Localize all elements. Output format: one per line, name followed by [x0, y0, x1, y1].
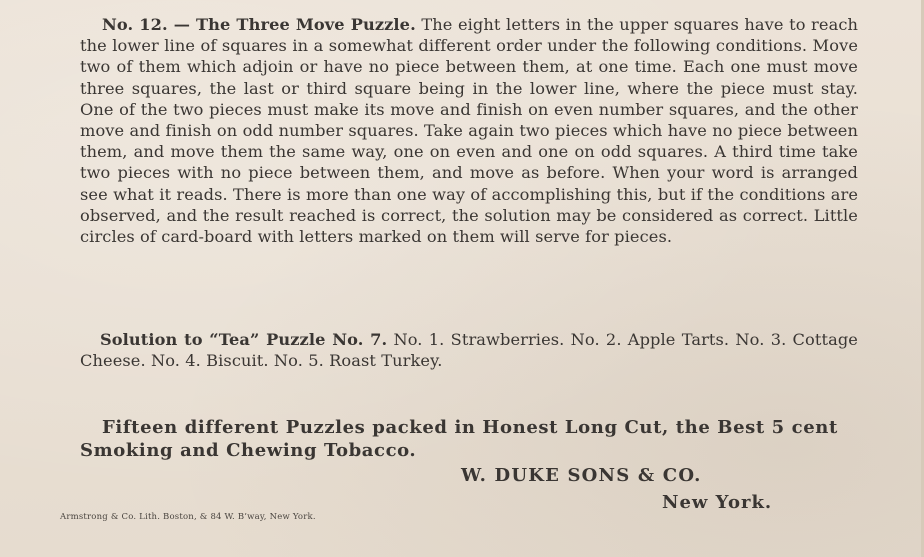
puzzle-body: The eight letters in the upper squares have to reach the lower line of squares in a somewhat different order under the following conditions. Move two of them which adjoin or have no piece between them, at one time. Each one must move three squares, the last or third square being in the lower line, where the piece must stay. One of the two pieces must make its move and finish on even number squares, and the other move and finish on odd number squares. Take again two pieces which have no piece between them, and move them the same way, one on even and one on odd squares. A third time take two pieces with no piece between them, and move as before. When your word is arranged see what it reads. There is more than one way of accomplishing this, but if the conditions are observed, and the result reached is correct, the solution may be considered as correct. Little circles of card-board with letters marked on them will serve for pieces. — [80, 15, 859, 247]
puzzle-paragraph — [80, 14, 858, 247]
solution-heading: Solution to “Tea” Puzzle No. 7. — [100, 330, 388, 349]
company-name: W. DUKE SONS & CO. — [461, 465, 702, 486]
promo-text: Fifteen different Puzzles packed in Honest Long Cut, the Best 5 cent Smoking and Chewing Tobacco. — [80, 417, 838, 461]
solution-body: No. 1. Strawberries. No. 2. Apple Tarts. No. 3. Cottage Cheese. No. 4. Biscuit. No. 5. Roast Turkey. — [80, 330, 858, 371]
solution-paragraph — [80, 329, 858, 371]
company-city: New York. — [662, 492, 773, 513]
puzzle-heading: No. 12. — The Three Move Puzzle. — [102, 15, 416, 34]
printer-imprint: Armstrong & Co. Lith. Boston, & 84 W. B’way, New York. — [60, 512, 316, 522]
